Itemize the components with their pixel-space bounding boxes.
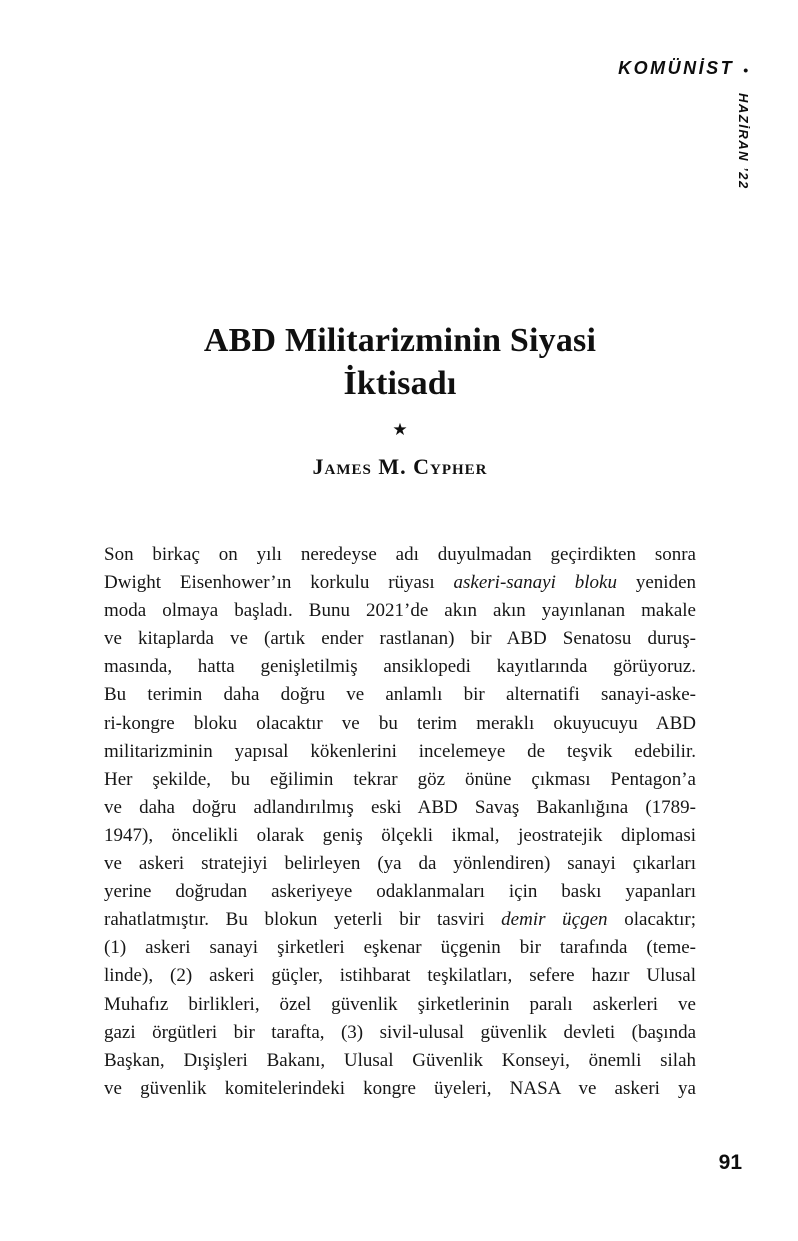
body-line: ve kitaplarda ve (artık ender rastlanan) bir ABD Senatosu duruş- xyxy=(104,628,696,650)
journal-name: KOMÜNİST xyxy=(618,58,735,78)
body-line: ve güvenlik komitelerindeki kongre üyeleri, NASA ve askeri ya xyxy=(104,1077,696,1099)
body-line: ve daha doğru adlandırılmış eski ABD Savaş Bakanlığına (1789- xyxy=(104,796,696,818)
article-title xyxy=(104,319,696,405)
body-text xyxy=(104,541,696,1103)
article-title-line-1: ABD Militarizminin Siyasi xyxy=(203,322,597,359)
body-line: Son birkaç on yılı neredeyse adı duyulmadan geçirdikten sonra xyxy=(104,544,696,565)
body-line: ri-kongre bloku olacaktır ve bu terim meraklı okuyucuyu ABD xyxy=(104,712,696,734)
bullet-icon: • xyxy=(743,61,748,78)
body-line: Her şekilde, bu eğilimin tekrar göz önüne çıkması Pentagon’a xyxy=(104,768,696,790)
author-name: James M. Cypher xyxy=(312,454,488,479)
body-line: Muhafız birlikleri, özel güvenlik şirketlerinin paralı askerleri ve xyxy=(104,993,696,1015)
issue-date: HAZİRAN ’22 xyxy=(736,93,751,190)
body-line: Başkan, Dışişleri Bakanı, Ulusal Güvenlik Konseyi, önemli silah xyxy=(104,1049,696,1071)
body-line: Dwight Eisenhower’ın korkulu rüyası askeri-sanayi bloku yeniden xyxy=(104,572,696,594)
body-line: yerine doğrudan askeriyeye odaklanmaları için baskı yapanları xyxy=(104,881,696,903)
page-number: 91 xyxy=(718,1151,742,1174)
body-line: masında, hatta genişletilmiş ansiklopedi kayıtlarında görüyoruz. xyxy=(104,656,696,678)
body-line: linde), (2) askeri güçler, istihbarat teşkilatları, sefere hazır Ulusal xyxy=(104,965,696,987)
body-line: Bu terimin daha doğru ve anlamlı bir alternatifi sanayi-aske- xyxy=(104,684,696,706)
body-line: militarizminin yapısal kökenlerini incelemeye de teşvik edebilir. xyxy=(104,740,696,762)
body-line: moda olmaya başladı. Bunu 2021’de akın akın yayınlanan makale xyxy=(104,600,696,622)
body-line: 1947), öncelikli olarak geniş ölçekli ikmal, jeostratejik diplomasi xyxy=(104,824,696,846)
body-line: gazi örgütleri bir tarafta, (3) sivil-ulusal güvenlik devleti (başında xyxy=(104,1021,696,1043)
article-head xyxy=(104,319,696,480)
journal-header xyxy=(618,58,748,79)
body-line: ve askeri stratejiyi belirleyen (ya da yönlendiren) sanayi çıkarları xyxy=(104,853,696,875)
body-line: (1) askeri sanayi şirketleri eşkenar üçgenin bir tarafında (teme- xyxy=(104,937,696,959)
article-title-line-2: İktisadı xyxy=(343,365,457,402)
star-icon: ★ xyxy=(392,420,408,439)
body-line: rahatlatmıştır. Bu blokun yeterli bir tasviri demir üçgen olacaktır; xyxy=(104,909,696,931)
